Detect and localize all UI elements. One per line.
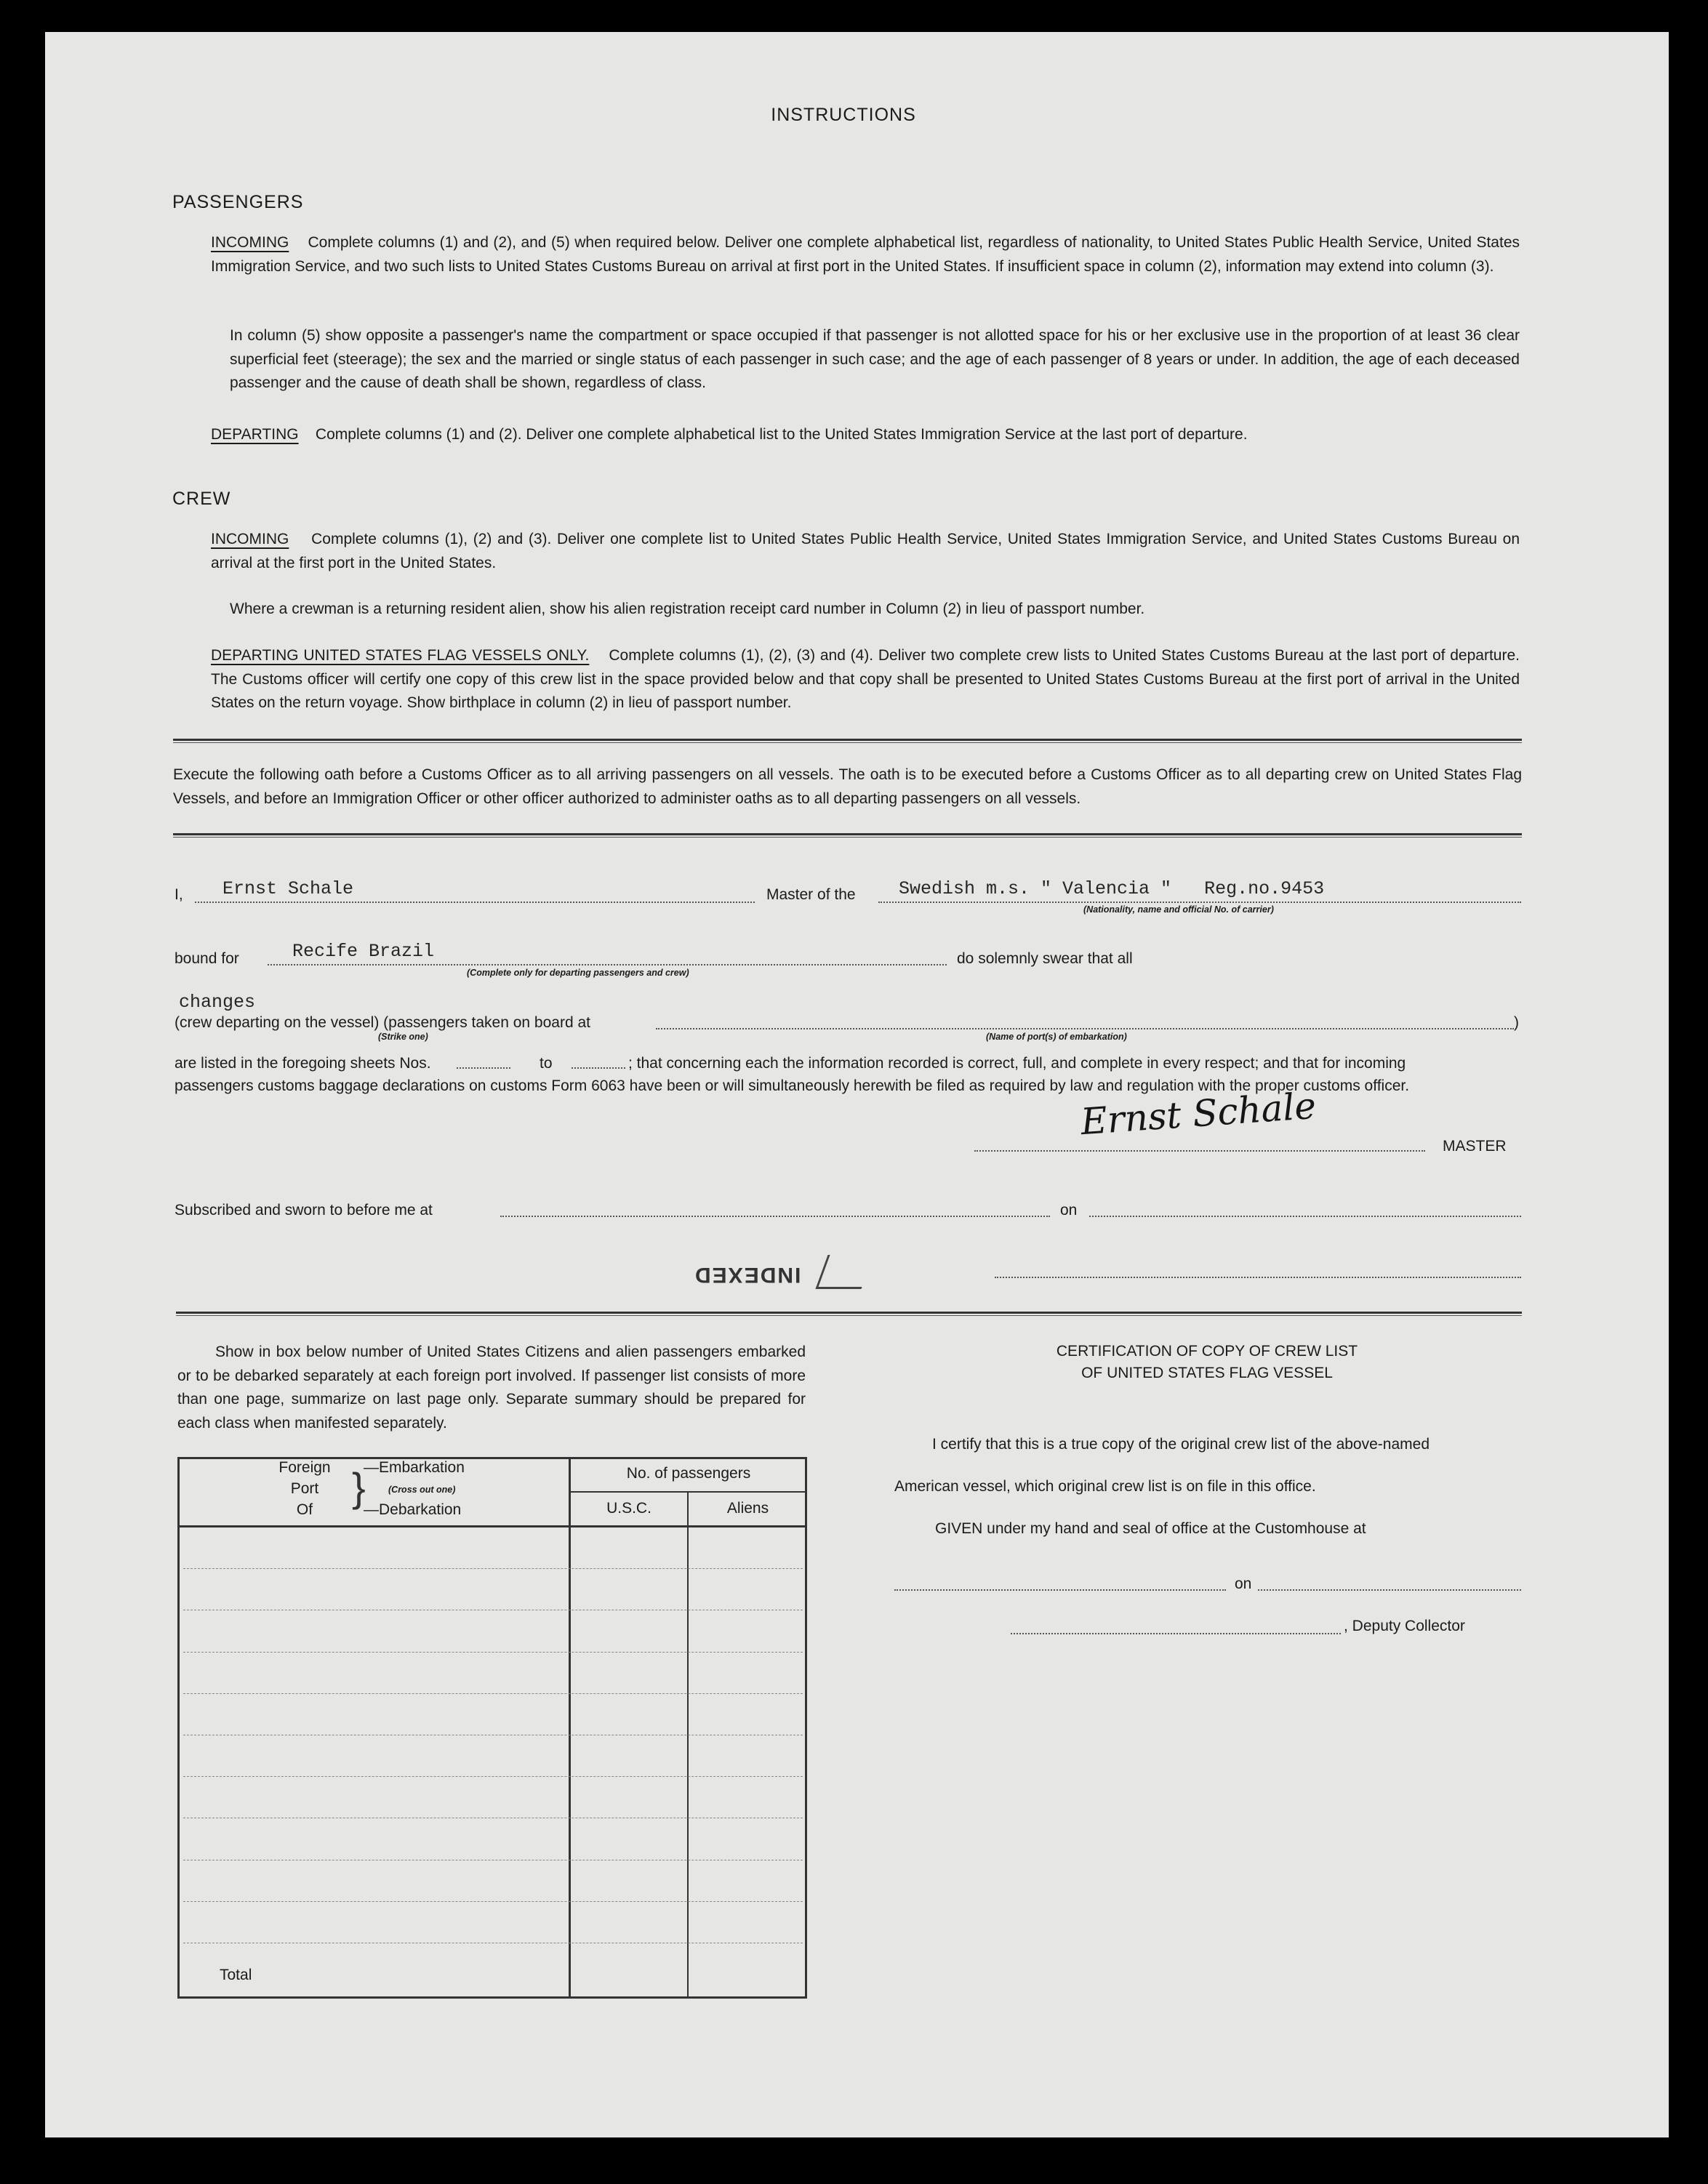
crew-heading: CREW	[172, 489, 231, 509]
table-divider	[570, 1491, 807, 1493]
sworn-on-label: on	[1060, 1202, 1078, 1219]
passengers-incoming-paragraph	[211, 231, 1520, 278]
divider	[173, 833, 1522, 838]
master-of-label: Master of the	[766, 886, 856, 903]
passengers-heading: PASSENGERS	[172, 192, 304, 212]
destination-note: (Complete only for departing passengers and crew)	[467, 968, 689, 978]
col-cross-out: (Cross out one)	[388, 1485, 456, 1495]
bound-for-label: bound for	[175, 950, 239, 967]
col-usc: U.S.C.	[606, 1500, 651, 1517]
passengers-departing-label: DEPARTING	[211, 426, 299, 443]
sheets-from-line	[457, 1067, 510, 1069]
table-row[interactable]	[183, 1776, 803, 1777]
subscribed-label: Subscribed and sworn to before me at	[175, 1202, 433, 1219]
sheets-text-b: ; that concerning each the information recorded is correct, full, and complete in every respect; and that for incoming	[628, 1055, 1406, 1072]
oath-i-label: I,	[175, 886, 183, 903]
certify-line2: American vessel, which original crew list is on file in this office.	[894, 1478, 1316, 1495]
destination[interactable]: Recife Brazil	[292, 941, 435, 962]
baggage-text: passengers customs baggage declarations on customs Form 6063 have been or will simultaneously herewith be filed as required by law and regulation with the proper customs officer.	[175, 1077, 1410, 1094]
passengers-column5-text: In column (5) show opposite a passenger's name the compartment or space occupied if that passenger is not allotted space for his or her exclusive use in the proportion of at least 36 clear superficial feet (steerage); the sex and the married or single status of each passenger in such case; and the age of each passenger of 8 years or under. In addition, the age of each deceased passenger and the cause of death shall be shown, regardless of class.	[230, 327, 1520, 391]
deputy-line	[1011, 1633, 1341, 1634]
cert-on-label: on	[1235, 1575, 1252, 1592]
master-name-line	[195, 902, 755, 903]
col-embarkation: —Embarkation	[364, 1459, 465, 1476]
sworn-date-line	[1089, 1216, 1521, 1217]
passengers-incoming-label: INCOMING	[211, 234, 289, 251]
ports-note: (Name of port(s) of embarkation)	[986, 1032, 1127, 1042]
crew-alien-text: Where a crewman is a returning resident alien, show his alien registration receipt card number in Column (2) in lieu of passport number.	[230, 601, 1145, 617]
swear-text: do solemnly swear that all	[957, 950, 1133, 967]
close-paren: )	[1514, 1014, 1519, 1031]
table-divider	[179, 1525, 806, 1527]
summary-instructions: Show in box below number of United States Citizens and alien passengers embarked or to be debarked separately at each foreign port involved. If passenger list consists of more than one page, summarize on last page only. Separate summary should be prepared for each class when manifested separately.	[177, 1344, 806, 1432]
table-divider	[569, 1457, 571, 1999]
customhouse-line	[894, 1589, 1226, 1591]
page-title: INSTRUCTIONS	[771, 105, 916, 125]
col-no-passengers: No. of passengers	[626, 1465, 751, 1482]
col-port-line2: Port	[290, 1480, 319, 1497]
master-signature: Ernst Schale	[1079, 1084, 1318, 1144]
indexed-stamp: INDEXED	[694, 1263, 801, 1287]
table-row[interactable]	[183, 1693, 803, 1694]
vessel-note: (Nationality, name and official No. of carrier)	[1083, 904, 1274, 915]
col-port-line1: Foreign	[278, 1459, 331, 1476]
master-label: MASTER	[1443, 1138, 1507, 1155]
passengers-incoming-text: Complete columns (1) and (2), and (5) when required below. Deliver one complete alphabetical list, regardless of nationality, to United States Public Health Service, United States Immigration Service, and two such lists to United States Customs Bureau on arrival at first port in the United States. If insufficient space in column (2), information may extend into column (3).	[211, 234, 1520, 275]
crew-incoming-paragraph	[211, 528, 1520, 575]
vessel-name[interactable]: Swedish m.s. " Valencia " Reg.no.9453	[899, 878, 1325, 899]
certification-title-line2: OF UNITED STATES FLAG VESSEL	[1081, 1365, 1333, 1381]
sheets-to-line	[572, 1067, 625, 1069]
passenger-summary-table	[177, 1457, 807, 1999]
crew-departing-label: DEPARTING UNITED STATES FLAG VESSELS ONLY.	[211, 647, 590, 664]
officer-signature-line	[995, 1277, 1521, 1278]
table-row[interactable]	[183, 1652, 803, 1653]
given-text: GIVEN under my hand and seal of office at the Customhouse at	[935, 1520, 1366, 1537]
divider	[176, 1312, 1522, 1316]
ports-line	[656, 1028, 1514, 1029]
table-row[interactable]	[183, 1568, 803, 1569]
col-aliens: Aliens	[726, 1500, 769, 1517]
crew-line-text: (crew departing on the vessel) (passengers taken on board at	[175, 1014, 590, 1031]
passengers-departing-paragraph	[211, 423, 1520, 447]
destination-line	[268, 964, 947, 965]
passengers-departing-text: Complete columns (1) and (2). Deliver one complete alphabetical list to the United States Immigration Service at the last port of departure.	[315, 426, 1248, 443]
total-label: Total	[220, 1967, 252, 1983]
col-port-line3: Of	[296, 1501, 313, 1518]
sworn-place-line	[500, 1216, 1050, 1217]
vessel-line	[878, 902, 1521, 903]
strike-note: (Strike one)	[378, 1032, 428, 1042]
deputy-collector-label: , Deputy Collector	[1344, 1618, 1465, 1634]
certification-title-line1: CERTIFICATION OF COPY OF CREW LIST	[1056, 1343, 1358, 1360]
crew-departing-paragraph	[211, 644, 1520, 715]
crew-incoming-text: Complete columns (1), (2) and (3). Deliver one complete list to United States Public Health Service, United States Immigration Service, and United States Customs Bureau on arrival at the first port in the United States.	[211, 531, 1520, 571]
sheets-text-a: are listed in the foregoing sheets Nos.	[175, 1055, 431, 1072]
certify-line1: I certify that this is a true copy of the original crew list of the above-named	[932, 1436, 1430, 1453]
sheets-to: to	[540, 1055, 553, 1072]
col-debarkation: —Debarkation	[364, 1501, 462, 1518]
crew-departing-text: Complete columns (1), (2), (3) and (4). Deliver two complete crew lists to United States Customs Bureau at the last port of departure. The Customs officer will certify one copy of this crew list in the space provided below and that copy shall be presented to United States Customs Bureau at the first port of arrival in the United States on the return voyage. Show birthplace in column (2) in lieu of passport number.	[211, 647, 1520, 711]
crew-incoming-label: INCOMING	[211, 531, 289, 547]
cert-date-line	[1258, 1589, 1521, 1591]
col-foreign-port	[257, 1457, 352, 1520]
changes-handwritten: changes	[179, 992, 256, 1013]
master-name[interactable]: Ernst Schale	[222, 878, 354, 899]
brace: }	[352, 1464, 366, 1510]
signature-line	[974, 1150, 1425, 1152]
table-row[interactable]	[183, 1901, 803, 1902]
divider	[173, 739, 1522, 743]
oath-instructions: Execute the following oath before a Customs Officer as to all arriving passengers on all vessels. The oath is to be executed before a Customs Officer as to all departing crew on United States Flag Vessels, and before an Immigration Officer or other officer authorized to administer oaths as to all departing passengers on all vessels.	[173, 766, 1522, 807]
